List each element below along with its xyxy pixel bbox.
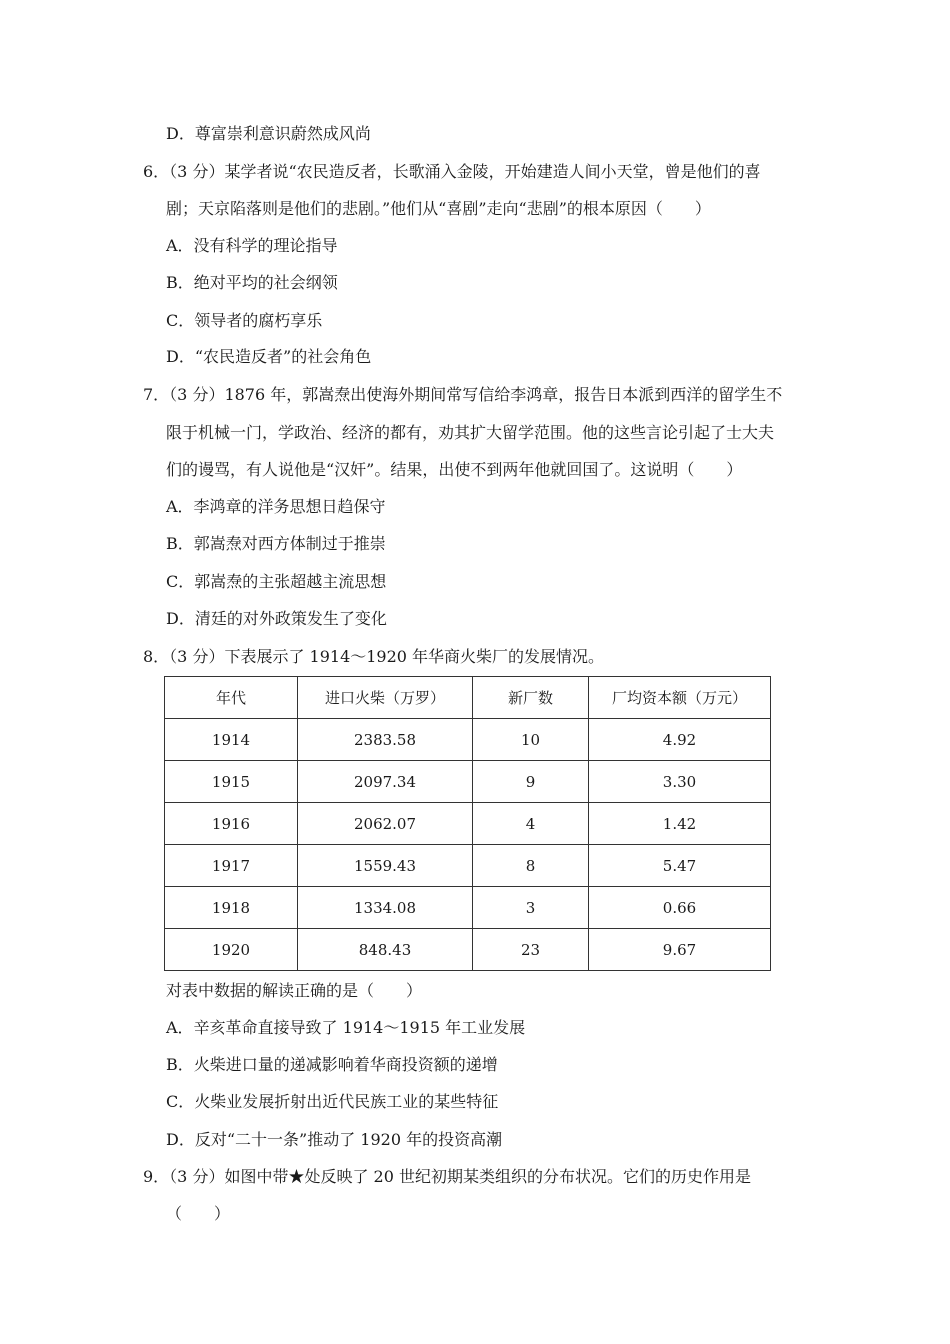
q7-stem-line1: 7．（3 分）1876 年，郭嵩焘出使海外期间常写信给李鸿章，报告日本派到西洋的留学生不	[143, 385, 783, 404]
table-cell: 9	[473, 761, 589, 803]
q9-stem-line1: 9．（3 分）如图中带★处反映了 20 世纪初期某类组织的分布状况。它们的历史作用是	[143, 1167, 751, 1186]
table-row	[165, 845, 771, 887]
table-cell: 1920	[165, 929, 298, 971]
table-header-row	[165, 677, 771, 719]
q7-option-c: C．郭嵩焘的主张超越主流思想	[166, 572, 387, 591]
table-cell: 9.67	[589, 929, 771, 971]
table-cell: 10	[473, 719, 589, 761]
table-row	[165, 803, 771, 845]
q7-option-a: A．李鸿章的洋务思想日趋保守	[166, 497, 386, 516]
q6-stem-line2: 剧；天京陷落则是他们的悲剧。”他们从“喜剧”走向“悲剧”的根本原因（ ）	[166, 199, 711, 218]
table-cell: 8	[473, 845, 589, 887]
q8-option-c: C．火柴业发展折射出近代民族工业的某些特征	[166, 1092, 499, 1111]
table-cell: 2383.58	[298, 719, 473, 761]
table-header-cell: 厂均资本额（万元）	[589, 677, 771, 719]
table-cell: 3.30	[589, 761, 771, 803]
table-header-cell: 新厂数	[473, 677, 589, 719]
table-row	[165, 929, 771, 971]
table-cell: 5.47	[589, 845, 771, 887]
table-cell: 23	[473, 929, 589, 971]
table-cell: 1.42	[589, 803, 771, 845]
table-cell: 3	[473, 887, 589, 929]
table-cell: 4	[473, 803, 589, 845]
q8-option-b: B．火柴进口量的递减影响着华商投资额的递增	[166, 1055, 498, 1074]
table-cell: 1914	[165, 719, 298, 761]
q8-option-a: A．辛亥革命直接导致了 1914～1915 年工业发展	[166, 1018, 526, 1037]
q7-stem-line2: 限于机械一门，学政治、经济的都有，劝其扩大留学范围。他的这些言论引起了士大夫	[166, 423, 775, 442]
q6-stem-line1: 6．（3 分）某学者说“农民造反者，长歌涌入金陵，开始建造人间小天堂，曾是他们的喜	[143, 162, 761, 181]
table-cell: 1334.08	[298, 887, 473, 929]
q6-option-c: C．领导者的腐朽享乐	[166, 311, 323, 330]
table-cell: 1915	[165, 761, 298, 803]
q7-option-b: B．郭嵩焘对西方体制过于推崇	[166, 534, 386, 553]
q8-after-table: 对表中数据的解读正确的是（ ）	[166, 981, 423, 1000]
table-cell: 2097.34	[298, 761, 473, 803]
table-row	[165, 719, 771, 761]
table-cell: 1916	[165, 803, 298, 845]
table-cell: 1559.43	[298, 845, 473, 887]
table-header-cell: 进口火柴（万罗）	[298, 677, 473, 719]
q8-stem: 8．（3 分）下表展示了 1914～1920 年华商火柴厂的发展情况。	[143, 647, 605, 666]
q9-stem-line2: （ ）	[166, 1204, 231, 1223]
q6-option-a: A．没有科学的理论指导	[166, 236, 338, 255]
table-cell: 2062.07	[298, 803, 473, 845]
table-cell: 4.92	[589, 719, 771, 761]
table-cell: 848.43	[298, 929, 473, 971]
q6-option-d: D．“农民造反者”的社会角色	[166, 347, 372, 366]
q7-stem-line3: 们的谩骂，有人说他是“汉奸”。结果，出使不到两年他就回国了。这说明（ ）	[166, 460, 743, 479]
q7-option-d: D．清廷的对外政策发生了变化	[166, 609, 387, 628]
q8-option-d: D．反对“二十一条”推动了 1920 年的投资高潮	[166, 1130, 503, 1149]
table-cell: 1918	[165, 887, 298, 929]
q6-option-b: B．绝对平均的社会纲领	[166, 273, 338, 292]
q5-option-d: D．尊富崇利意识蔚然成风尚	[166, 124, 371, 143]
table-row	[165, 761, 771, 803]
table-row	[165, 887, 771, 929]
table-cell: 0.66	[589, 887, 771, 929]
table-header-cell: 年代	[165, 677, 298, 719]
table-cell: 1917	[165, 845, 298, 887]
match-factory-table	[164, 676, 771, 971]
